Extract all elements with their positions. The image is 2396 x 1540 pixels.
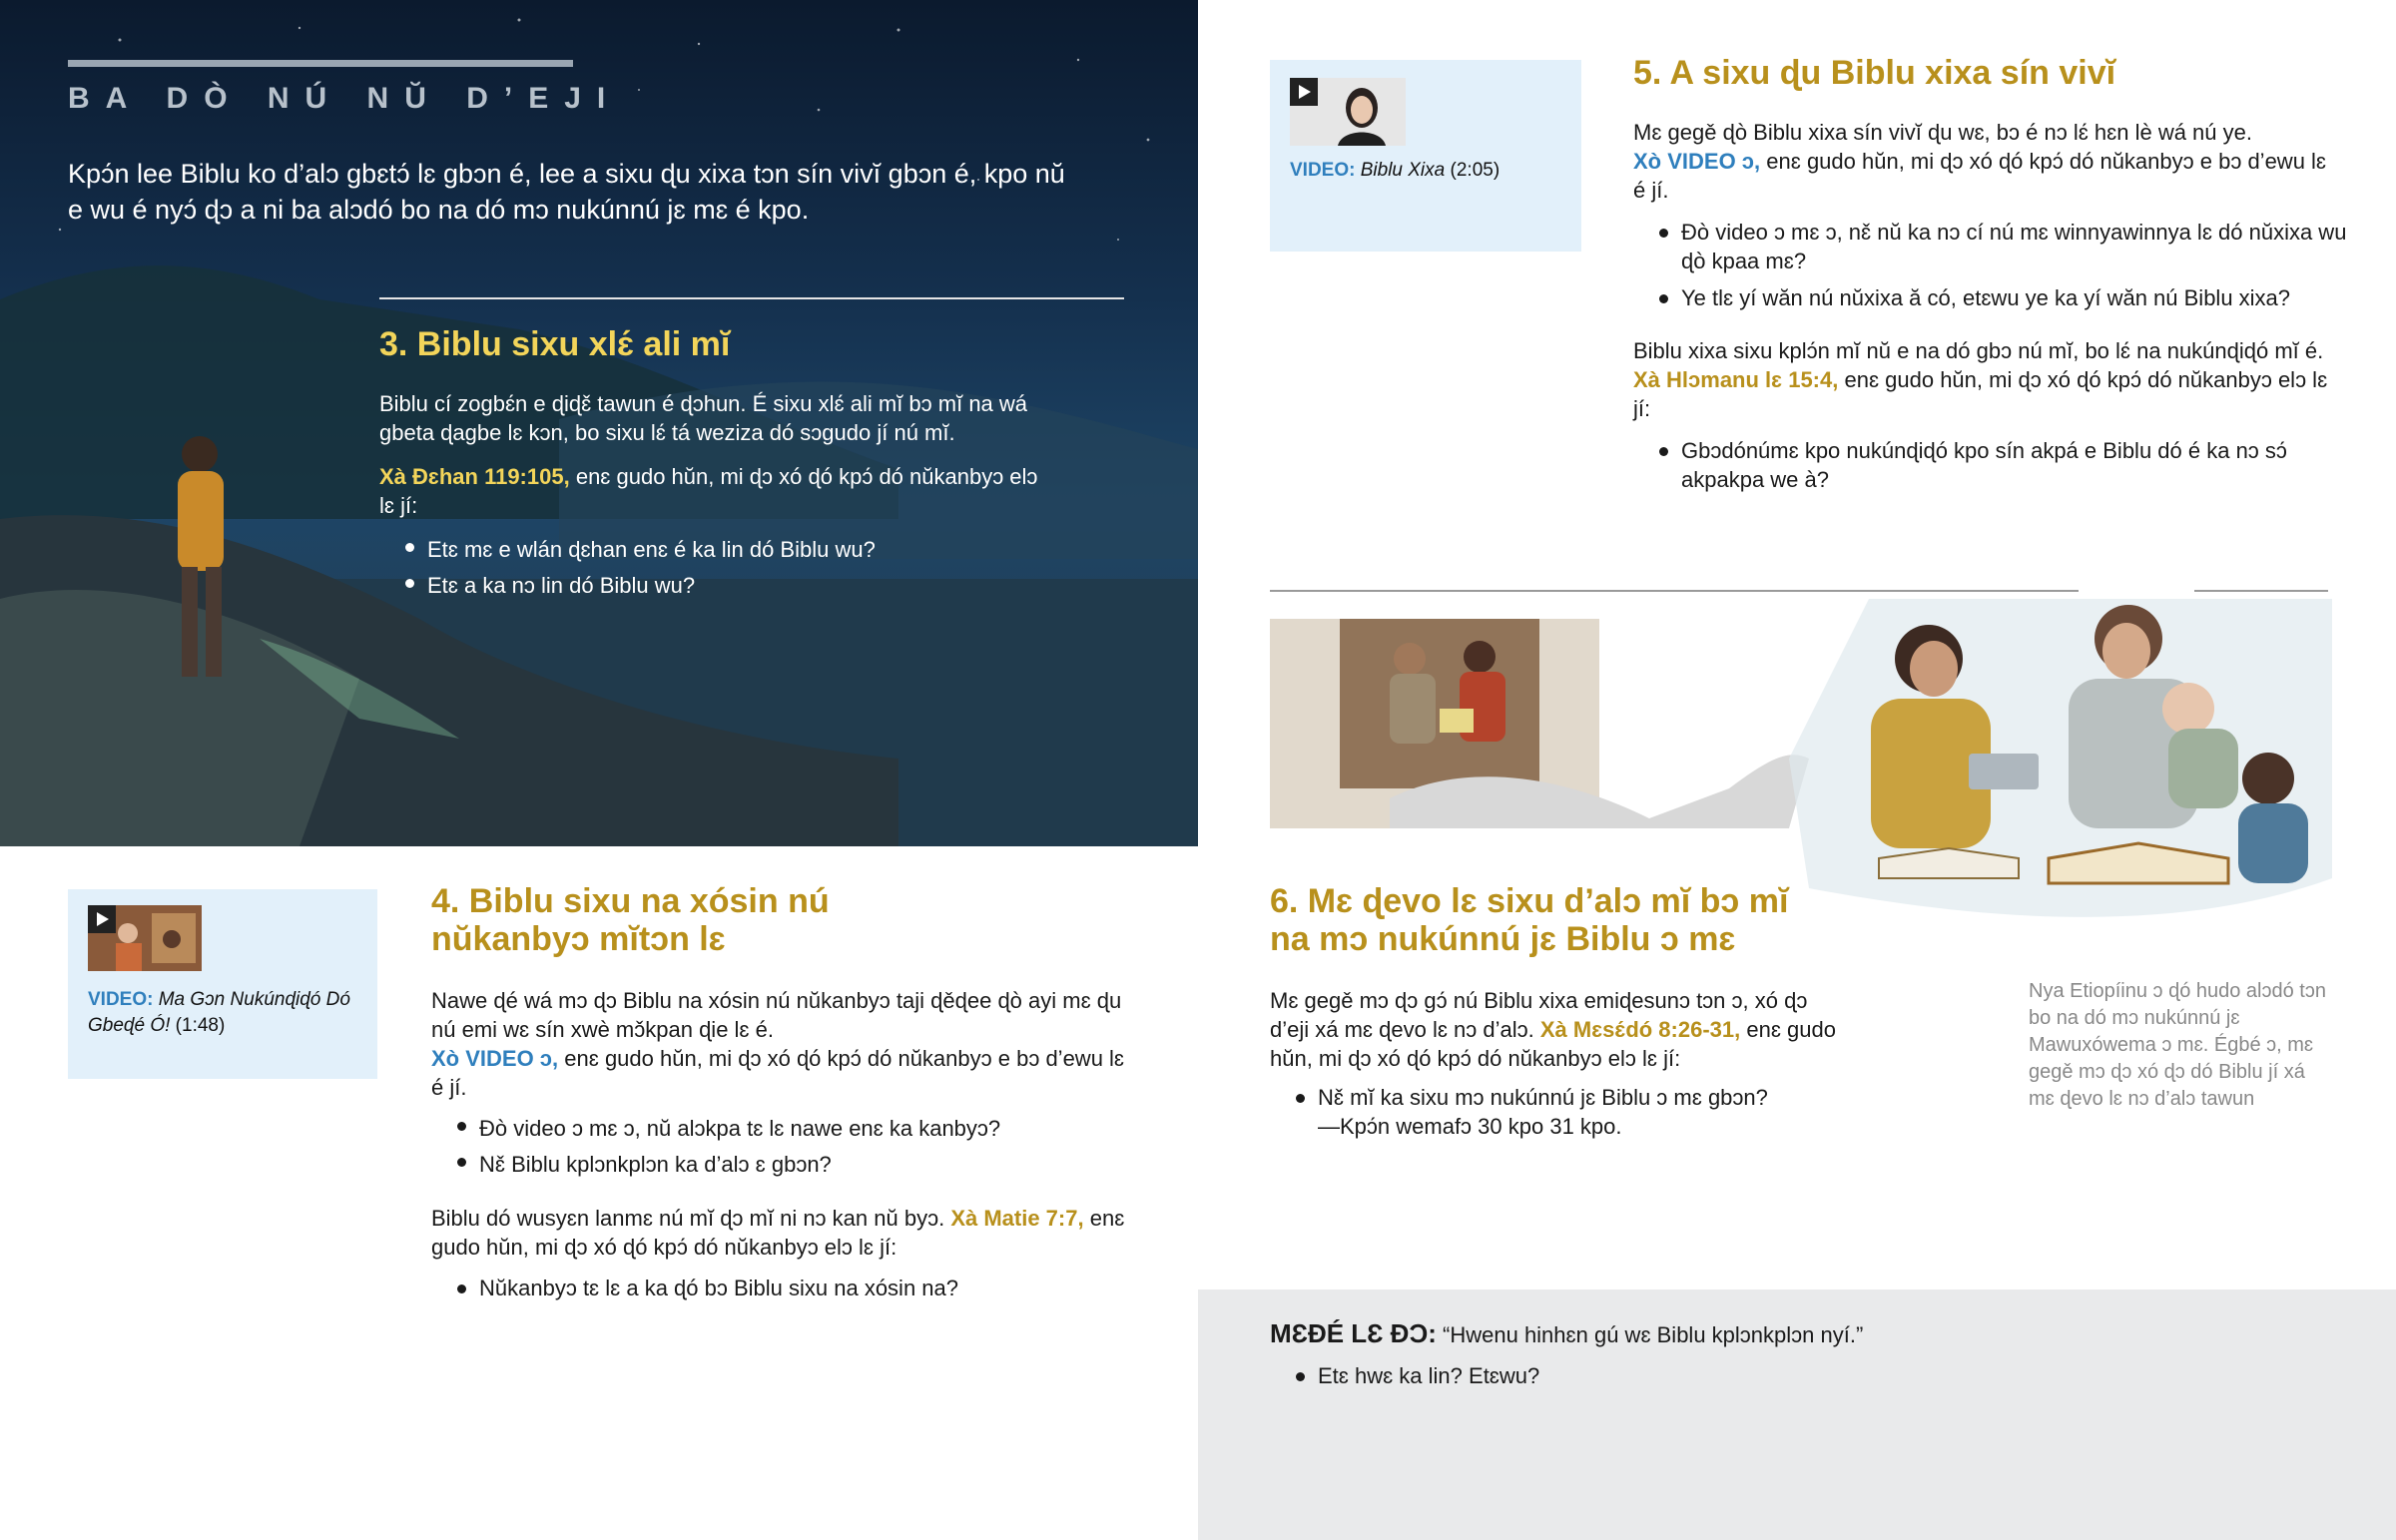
- kicker-rule: [68, 60, 573, 67]
- video-caption[interactable]: VIDEO: Ma Gɔn Nukúnɖiɖó Dó Gbeɖé Ó! (1:48): [88, 989, 350, 1036]
- section-3-questions: [403, 532, 1082, 604]
- scripture-link-psalm[interactable]: Xà Ɖɛhan 119:105,: [379, 464, 570, 489]
- discussion-questions: [1294, 1361, 2192, 1390]
- video-thumbnail[interactable]: [88, 905, 202, 971]
- play-icon[interactable]: [88, 905, 116, 933]
- section-3-paragraph: Biblu cí zogbɛ́n e ɖiɖɛ̌ tawun é ɖɔhun. É sixu xlɛ́ ali mĭ bɔ mĭ na wá gbeta ɖagbe lɛ kɔn, bo sixu lɛ́ tá weziza dó sɔgudo jí nú mĭ.: [379, 391, 1028, 445]
- section-6-paragraph: Mɛ gegě mɔ ɖɔ gɔ́ nú Biblu xixa emiɖesunɔ tɔn ɔ, xó ɖɔ d’eji xá mɛ ɖevo lɛ nɔ d’alɔ. Xà Mɛsɛ́dó 8:26-31, enɛ gudo hŭn, mi ɖɔ xó ɖó kpɔ́ dó nŭkanbyɔ elɔ lɛ jí:: [1270, 988, 1836, 1071]
- discussion-prompt: MƐÐÉ LƐ ÐƆ: “Hwenu hinhɛn gú wɛ Biblu kplɔnkplɔn nyí.”: [1270, 1318, 1864, 1348]
- section-6-title: 6. Mɛ ɖevo lɛ sixu d’alɔ mĭ bɔ mĭ na mɔ nukúnnú jɛ Biblu ɔ mɛ: [1270, 882, 1789, 958]
- scripture-link-acts[interactable]: Xà Mɛsɛ́dó 8:26-31,: [1539, 1017, 1741, 1042]
- list-item: Nɛ̌ Biblu kplɔnkplɔn ka d’alɔ ɛ gbɔn?: [455, 1147, 1134, 1183]
- section-3-rule: [379, 297, 1124, 299]
- list-item: Etɛ mɛ e wlán ɖɛhan enɛ é ka lin dó Biblu wu?: [403, 532, 1082, 568]
- section-4-questions-2: [455, 1274, 1134, 1302]
- video-thumbnail[interactable]: [1290, 78, 1406, 146]
- list-item: Gbɔdónúmɛ kpo nukúnɖiɖó kpo sín akpá e Biblu dó é ka nɔ sɔ́ akpakpa we à?: [1657, 436, 2336, 494]
- section-4-paragraph-1: Nawe ɖé wá mɔ ɖɔ Biblu na xósin nú nŭkanbyɔ taji ɖěɖee ɖò ayi mɛ ɖu nú emi wɛ sín xwè mɔ̌kpan ɖie lɛ é. Xò VIDEO ɔ, enɛ gudo hŭn, mi ɖɔ xó ɖó kpɔ́ dó nŭkanbyɔ e bɔ d’ewu lɛ é jí.: [431, 988, 1125, 1100]
- section-3-title: 3. Biblu sixu xlɛ́ ali mĭ: [379, 325, 731, 363]
- kicker-heading: BA DÒ NÚ NŬ D’EJI: [68, 82, 622, 115]
- video-link[interactable]: Xò VIDEO ɔ,: [1633, 149, 1761, 174]
- section-5-questions-1: [1657, 218, 2356, 320]
- scripture-link-romans[interactable]: Xà Hlɔmanu lɛ 15:4,: [1633, 367, 1839, 392]
- section-4-questions-1: [455, 1111, 1134, 1183]
- section-5-questions-2: [1657, 436, 2336, 494]
- video-link[interactable]: Xò VIDEO ɔ,: [431, 1046, 559, 1071]
- list-item: Ðò video ɔ mɛ ɔ, nɛ̌ nŭ ka nɔ cí nú mɛ winnyawinnya lɛ dó nŭxixa wu ɖò kpaa mɛ?: [1657, 218, 2356, 275]
- section-6-questions: [1294, 1083, 1873, 1141]
- list-item: Etɛ a ka nɔ lin dó Biblu wu?: [403, 568, 1082, 604]
- intro-text: Kpɔ́n lee Biblu ko d’alɔ gbɛtɔ́ lɛ gbɔn é, lee a sixu ɖu xixa tɔn sín vivĭ gbɔn é, kpo nŭ e wu é nyɔ́ ɖɔ a ni ba alɔdó bo na dó mɔ nukúnnú jɛ mɛ é kpo.: [68, 159, 1065, 225]
- video-card-biblu-xixa[interactable]: [1270, 60, 1581, 252]
- play-icon[interactable]: [1290, 78, 1318, 106]
- illustration-caption: Nya Etiopíinu ɔ ɖó hudo alɔdó tɔn bo na dó mɔ nukúnnú jɛ Mawuxówema ɔ mɛ. Égbé ɔ, mɛ gegě mɔ ɖɔ xó ɖɔ dó Biblu jí xá mɛ ɖevo lɛ nɔ d’alɔ tawun: [2029, 980, 2326, 1110]
- section-5-paragraph-1: Mɛ gegě ɖò Biblu xixa sín vivĭ ɖu wɛ, bɔ é nɔ lɛ́ hɛn lè wá nú ye. Xò VIDEO ɔ, enɛ gudo hŭn, mi ɖɔ xó ɖó kpɔ́ dó nŭkanbyɔ e bɔ d’ewu lɛ é jí.: [1633, 120, 2327, 203]
- list-item: Ye tlɛ yí wăn nú nŭxixa ă có, etɛwu ye ka yí wăn nú Biblu xixa?: [1657, 283, 2356, 312]
- section-4-title: 4. Biblu sixu na xósin nú nŭkanbyɔ mĭtɔn lɛ: [431, 882, 830, 958]
- section-3-instruction: Xà Ɖɛhan 119:105, enɛ gudo hŭn, mi ɖɔ xó ɖó kpɔ́ dó nŭkanbyɔ elɔ lɛ jí:: [379, 464, 1038, 518]
- discussion-label: MƐÐÉ LƐ ÐƆ:: [1270, 1318, 1437, 1348]
- section-5-paragraph-2: Biblu xixa sixu kplɔ́n mĭ nŭ e na dó gbɔ nú mĭ, bo lɛ́ na nukúnɖiɖó mĭ é. Xà Hlɔmanu lɛ 15:4, enɛ gudo hŭn, mi ɖɔ xó ɖó kpɔ́ dó nŭkanbyɔ elɔ lɛ jí:: [1633, 338, 2328, 421]
- section-4-paragraph-2: Biblu dó wusyɛn lanmɛ nú mĭ ɖɔ mĭ ni nɔ kan nŭ byɔ. Xà Matie 7:7, enɛ gudo hŭn, mi ɖɔ xó ɖó kpɔ́ dó nŭkanbyɔ elɔ lɛ jí:: [431, 1206, 1125, 1260]
- video-card-nukundiddo[interactable]: [68, 889, 377, 1079]
- list-item: Etɛ hwɛ ka lin? Etɛwu?: [1294, 1361, 2192, 1390]
- section-5-title: 5. A sixu ɖu Biblu xixa sín vivĭ: [1633, 54, 2116, 92]
- scripture-link-matthew[interactable]: Xà Matie 7:7,: [950, 1206, 1084, 1231]
- video-caption[interactable]: VIDEO: Biblu Xixa (2:05): [1290, 160, 1500, 181]
- list-item: Nŭkanbyɔ tɛ lɛ a ka ɖó bɔ Biblu sixu na xósin na?: [455, 1274, 1134, 1302]
- list-item: Ðò video ɔ mɛ ɔ, nŭ alɔkpa tɛ lɛ nawe enɛ ka kanbyɔ?: [455, 1111, 1134, 1147]
- list-item: Nɛ̌ mĭ ka sixu mɔ nukúnnú jɛ Biblu ɔ mɛ gbɔn? —Kpɔ́n wemafɔ 30 kpo 31 kpo.: [1294, 1083, 1873, 1141]
